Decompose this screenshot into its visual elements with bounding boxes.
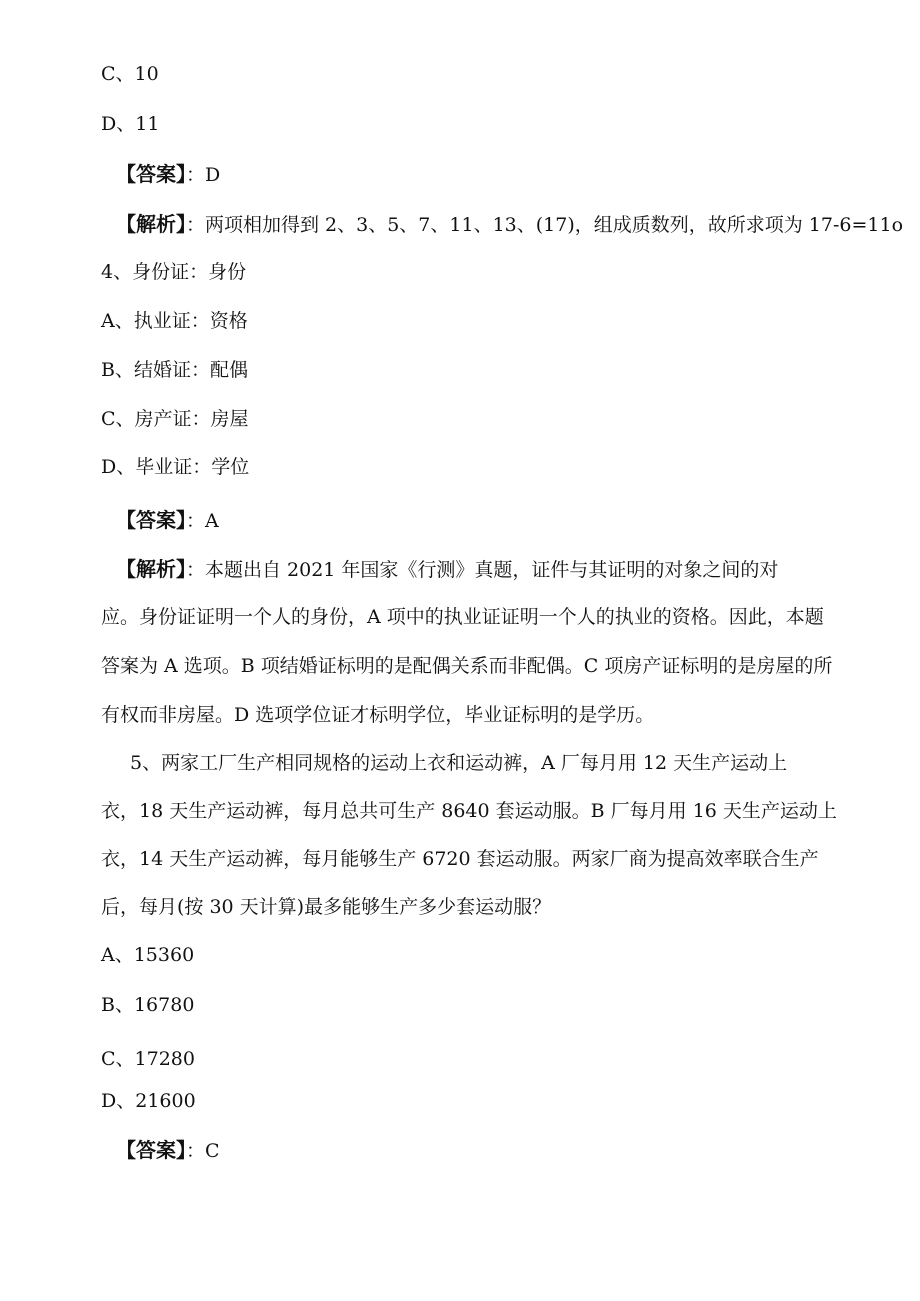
q3-answer bbox=[116, 162, 220, 187]
q3-analysis-label: 【解析】 bbox=[116, 212, 186, 236]
q3-answer-label: 【答案】 bbox=[116, 162, 186, 186]
q4-analysis-line-3: 答案为 A 选项。B 项结婚证标明的是配偶关系而非配偶。C 项房产证标明的是房屋的所 bbox=[101, 655, 833, 677]
q5-question-line-1: 5、两家工厂生产相同规格的运动上衣和运动裤，A 厂每月用 12 天生产运动上 bbox=[130, 752, 788, 774]
q5-option-a: A、15360 bbox=[101, 944, 195, 966]
q3-analysis-text: ：两项相加得到 2、3、5、7、11、13、(17)，组成质数列，故所求项为 17-6=11o bbox=[186, 214, 904, 236]
q4-analysis-label: 【解析】 bbox=[116, 557, 186, 581]
q4-answer-label: 【答案】 bbox=[116, 508, 186, 532]
q4-question: 4、身份证：身份 bbox=[101, 261, 247, 283]
q5-answer-label: 【答案】 bbox=[116, 1138, 186, 1162]
q4-option-a: A、执业证：资格 bbox=[101, 310, 248, 332]
q5-answer-value: ：C bbox=[186, 1140, 220, 1162]
q4-answer-value: ：A bbox=[186, 510, 219, 532]
q4-analysis-line-1 bbox=[116, 557, 778, 582]
q3-option-c: C、10 bbox=[101, 63, 159, 85]
q3-answer-value: ：D bbox=[186, 164, 221, 186]
q5-question-line-4: 后，每月(按 30 天计算)最多能够生产多少套运动服？ bbox=[101, 896, 552, 918]
q4-option-d: D、毕业证：学位 bbox=[101, 456, 250, 478]
q5-answer bbox=[116, 1138, 220, 1163]
q5-option-c: C、17280 bbox=[101, 1048, 195, 1070]
q4-option-b: B、结婚证：配偶 bbox=[101, 359, 248, 381]
q4-analysis-line-2: 应。身份证证明一个人的身份，A 项中的执业证证明一个人的执业的资格。因此，本题 bbox=[101, 606, 824, 628]
q3-analysis bbox=[116, 212, 903, 237]
q4-analysis-line-4: 有权而非房屋。D 选项学位证才标明学位，毕业证标明的是学历。 bbox=[101, 704, 655, 726]
q5-question-line-2: 衣，18 天生产运动裤，每月总共可生产 8640 套运动服。B 厂每月用 16 天生产运动上 bbox=[101, 800, 837, 822]
q4-option-c: C、房产证：房屋 bbox=[101, 408, 249, 430]
q4-answer bbox=[116, 508, 219, 533]
q4-analysis-text-1: ：本题出自 2021 年国家《行测》真题，证件与其证明的对象之间的对 bbox=[186, 559, 779, 581]
q5-option-b: B、16780 bbox=[101, 994, 195, 1016]
q5-option-d: D、21600 bbox=[101, 1090, 196, 1112]
q3-option-d: D、11 bbox=[101, 113, 160, 135]
q5-question-line-3: 衣，14 天生产运动裤，每月能够生产 6720 套运动服。两家厂商为提高效率联合生产 bbox=[101, 848, 819, 870]
